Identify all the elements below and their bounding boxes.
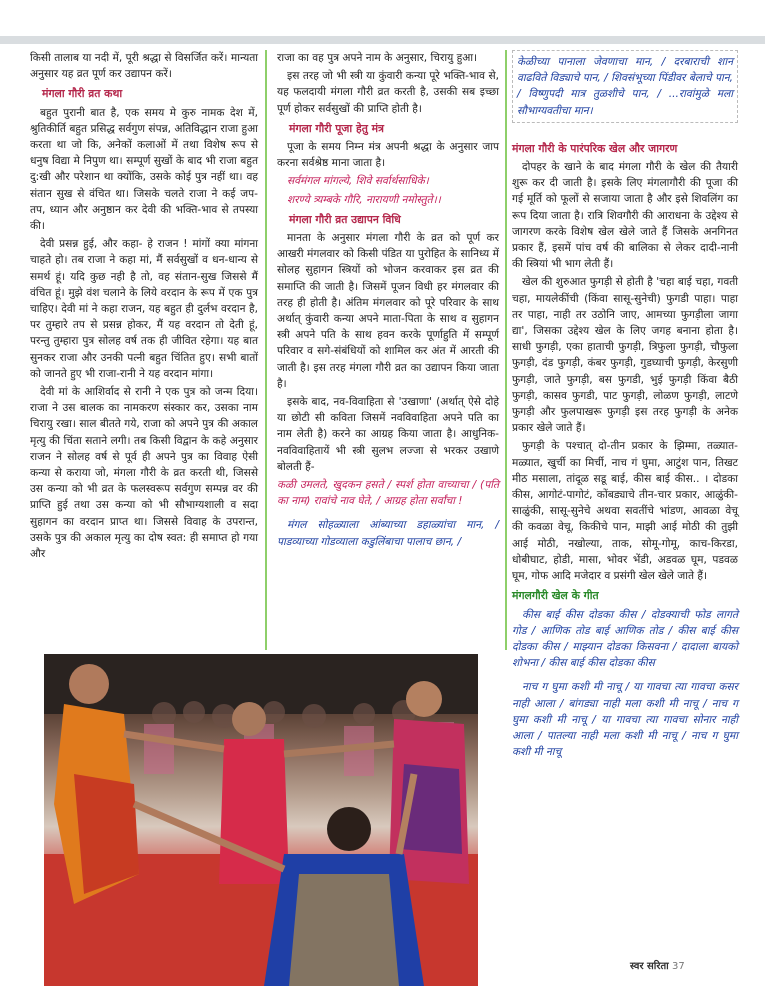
article-column-1 [30, 50, 258, 564]
mantra-line: सर्वमंगल मांगल्ये, शिवे सर्वार्थसाधिके। [287, 175, 429, 188]
game-song: नाच ग घुमा कशी मी नाचू / या गावचा त्या गावचा कसर नाही आला / बांगड्या नाही मला कशी मी नाचू / नाच ग घुमा कशी मी नाचू / या गावचा त्या गावचा सोनार नाही आला / पातल्या नाही मला कशी मी नाचू / नाच ग घुमा कशी मी नाचू [512, 681, 738, 759]
mantra-line: शरण्ये त्र्यम्बके गौरि, नारायणी नमोस्तुते।। [287, 193, 441, 206]
paragraph: राजा का वह पुत्र अपने नाम के अनुसार, चिरायु हुआ। [277, 52, 478, 64]
column-divider [265, 50, 267, 650]
paragraph: देवी प्रसन्न हुई, और कहा- हे राजन ! मांगों क्या मांगना चाहते हो। तब राजा ने कहा मां, मैं सर्वसुखों व धन-धान्य से समर्थ हूं। यदि कुछ नही है तो, वह संतान-सुख जिससे मैं वंचित हूं। मुझे वंश चलाने के लिये वरदान के रूप में एक पुत्र चाहिए। देवी मां ने कहा राजन, यह बहुत ही दुर्लभ वरदान है, पर तुम्हारे तप से प्रसन्न होकर, मैं यह वरदान तो देती हूं, परन्तु तुम्हारा पुत्र सोलह वर्ष तक ही जीवित रहेगा। यह बात सुनकर राजा और उनकी पत्नी बहुत चिंतित हुए। सभी बातों को जानते हुए भी राजा-रानी ने यह वरदान मांगा। [30, 238, 258, 380]
paragraph: पूजा के समय निम्न मंत्र अपनी श्रद्धा के अनुसार जाप करना सर्वश्रेष्ठ माना जाता है। [277, 141, 499, 170]
photo-women-playing [44, 654, 478, 986]
magazine-name: स्वर सरिता [630, 961, 669, 972]
column-divider [505, 50, 507, 650]
paragraph: इस तरह जो भी स्त्री या कुंवारी कन्या पूरे भक्ति-भाव से, यह फलदायी मंगला गौरी व्रत करती है, उसकी सब इच्छा पूर्ण होकर सर्वसुखों की प्राप्ति होती है। [277, 70, 499, 115]
ukhana-verse: मंगल सोहळ्याला आंब्याच्या डहाळ्यांचा मान, / पाडव्याच्या गोडव्याला कडुलिंबाचा पालाच छान, / [277, 519, 499, 548]
paragraph: मानता के अनुसार मंगला गौरी के व्रत को पूर्ण कर आखरी मंगलवार को किसी पंडित या पुरोहित के सानिध्य में सोलह सुहागन स्त्रियों को भोजन करवाकर इस व्रत की समाप्ति की जाती है। जिसमें पूजन विधी हर मंगलवार की तरह ही होती है। अंतिम मंगलवार को पूरे परिवार के साथ अर्थात् कुंवारी कन्या अपने माता-पिता के साथ व सुहागन स्त्री अपने पति के साथ हवन करके पूर्णाहुति में सम्पूर्ण परिवार व सगे-संबंधियों को शामिल कर अंत में आरती की जाती है। इस तरह मंगला गौरी व्रत का उद्यापन किया जाता है। [277, 232, 499, 390]
paragraph: फुगड़ी के पश्चात् दो-तीन प्रकार के झिम्मा, तळ्यात-मळ्यात, खुर्ची का मिर्ची, नाच गं घुमा, आटुंश पान, तिखट मीठ मसाला, तांदूळ सडू बाई, कीस बाई कीस.. । दोडका कीस, आगोटं-पागोटं, कोंबड्याचे तीन-चार प्रकार, आळुंकी-साळुंकी, सासू-सुनेचे अथवा सवतींचे भांडण, आवळा वेचू की कवळा वेचू, किकीचे पान, माझी आई मोठी की तुझी आई मोठी, नखोल्या, ताक, सोमू-गोमू, काच-किरडा, धोबीघाट, होडी, मासा, भोवर भेंडी, अडवळ घूम, पडवळ घूम, गोफ आदि मजेदार व प्रसंगी खेल खेले जाते हैं। [512, 440, 738, 583]
section-heading: मंगला गौरी व्रत उद्यापन विधि [289, 212, 401, 226]
top-band [0, 0, 765, 46]
section-heading: मंगलगौरी खेल के गीत [512, 589, 599, 603]
paragraph: किसी तालाब या नदी में, पूरी श्रद्धा से विसर्जित करें। मान्यता अनुसार यह व्रत पूर्ण कर उद्यापन करें। [30, 52, 258, 81]
section-heading: मंगला गौरी पूजा हेतु मंत्र [289, 121, 385, 135]
article-column-3 [512, 50, 738, 762]
paragraph: खेल की शुरुआत फुगड़ी से होती है 'चहा बाई चहा, गवती चहा, मायलेकींची (किंवा सासू-सुनेची) फुगडी पाहा। पाहा तर पाहा, नाही तर उठोनि जाए, आमच्या फुगड़ीला जागा द्या', जिसका उद्देश्य खेल के लिए जगह बनाना होता है। साधी फुगड़ी, एका हाताची फुगड़ी, त्रिफुला फुगड़ी, चौफुला फुगड़ी, दंड फुगड़ी, कंबर फुगड़ी, गुडघ्याची फुगड़ी, केरसुणी फुगड़ी, जाते फुगड़ी, बस फुगडी, भुई फुगड़ी किंवा बैठी फुगड़ी, कासव फुगडी, पाट फुगड़ी, लोळण फुगड़ी, लाटणे फुगड़ी और फुलपाखरू फुगड़ी इस तरह फुगड़ी के अनेक प्रकार खेले जाते हैं। [512, 276, 738, 435]
paragraph: देवी मां के आशिर्वाद से रानी ने एक पुत्र को जन्म दिया। राजा ने उस बालक का नामकरण संस्कार कर, उसका नाम चिरायु रखा। साल बीतते गये, राजा को अपने पुत्र की अकाल मृत्यु की चिंता सताने लगी। तब किसी विद्वान के कहे अनुसार राजन ने सोलह वर्ष से पूर्व ही अपने पुत्र का विवाह ऐसी कन्या से कराया जो, मंगला गौरी के व्रत करती थी, जिससे उस कन्या को भी व्रत के फलस्वरूप सर्वगुण सम्पन्न वर की प्राप्ति हुई तथा उस कन्या को भी सौभाग्यशाली व सदा सुहागन का वरदान प्राप्त था। जिससे विवाह के उपरान्त, उसके पुत्र की अकाल मृत्यु का दोष स्वत: ही समाप्त हो गया और [30, 386, 258, 561]
game-song: कीस बाई कीस दोडका कीस / दोडक्याची फोड लागते गोड / आणिक तोड बाई आणिक तोड / कीस बाई कीस दोडका कीस / माझ्यान दोडका किसवना / दादाला बायको शोभना / कीस बाई कीस दोडका कीस [512, 608, 738, 670]
section-heading: मंगला गौरी के पारंपरिक खेल और जागरण [512, 141, 678, 155]
paragraph: इसके बाद, नव-विवाहिता से 'उखाणा' (अर्थात् ऐसे दोहे या छोटी सी कविता जिसमें नवविवाहिता अपने पति का नाम लेती है) करने का आग्रह किया जाता है। आधुनिक-नवविवाहितायें भी स्त्री सुलभ लज्जा से भरकर उखाणे बोलती हैं- [277, 396, 499, 473]
page-footer [630, 958, 750, 974]
paragraph: बहुत पुरानी बात है, एक समय मे कुरु नामक देश में, श्रुतिकीर्ति बहुत प्रसिद्ध सर्वगुण संपन्न, अतिविद्धान राजा हुआ करता था जो कि, अनेकों कलाओं में तथा विशेष रूप से धनुष विद्या मे निपुण था। सम्पूर्ण सुखों के बाद भी राजा बहुत दु:खी और परेशान था क्योंकि, उसके कोई पुत्र नहीं था। वह संतान सुख से वंचित था। जिसके चलते राजा ने कई जप-तप, ध्यान और अनुष्ठान कर देवी की भक्ति-भाव से तपस्या की। [30, 106, 258, 233]
page-number: 37 [671, 961, 685, 972]
article-column-2 [277, 50, 499, 552]
section-heading: मंगला गौरी व्रत कथा [42, 87, 123, 101]
paragraph: दोपहर के खाने के बाद मंगला गौरी के खेल की तैयारी शुरू कर दी जाती है। इसके लिए मंगलागौरी की पूजा की गई मूर्ति को फूलों से सजाया जाता है और इसे शिवलिंग का रूप दिया जाता है। रात्रि शिवगौरी की आराधना के उद्देश्य से जागरण करके विशेष खेल खेले जाते हैं जिसके अनगिनत प्रकार हैं, इसमें पांच वर्ष की बालिका से लेकर दादी-नानी की स्त्रियां भी भाग लेती हैं। [512, 161, 738, 271]
photo-illustration [44, 654, 478, 986]
ukhana-verse-box: केळीच्या पानाला जेवणाचा मान, / दरबाराची शान वाढविते विड्याचे पान, / शिवसंभूच्या पिंडीवर बेलाचे पान, / विष्णुपदी मात्र तुळशीचे पान, / ...रावांमुळे मला सौभाग्यवतीचा मान। [512, 50, 738, 123]
ukhana-verse: कळी उमलते, खुदकन हसते / स्पर्श होता वाच्याचा / (पति का नाम) रावांचे नाव घेते, / आग्रह होता सर्वांचा ! [277, 479, 499, 508]
